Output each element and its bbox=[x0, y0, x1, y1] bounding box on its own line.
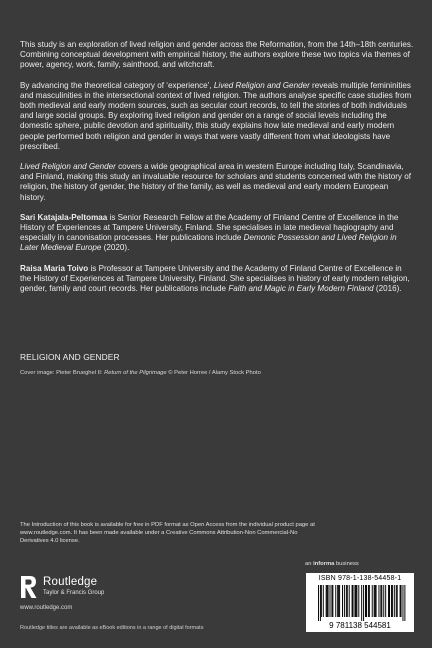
barcode-bar bbox=[344, 585, 345, 617]
theory-text-a: By advancing the theoretical category of ‘experience’, bbox=[20, 80, 214, 90]
barcode-bar bbox=[388, 585, 389, 617]
barcode-bar bbox=[396, 585, 397, 617]
barcode-bars bbox=[306, 573, 414, 632]
barcode-bar bbox=[391, 585, 392, 617]
publisher-website[interactable]: www.routledge.com bbox=[20, 605, 73, 611]
barcode-bar bbox=[376, 585, 377, 617]
author-book-year: (2016). bbox=[373, 284, 402, 294]
barcode-bar bbox=[326, 585, 327, 617]
author-book-year: (2020). bbox=[101, 243, 130, 253]
barcode-bar bbox=[356, 585, 357, 617]
author-bio-text: is Senior Research Fellow at the Academy of Finland Centre of Excellence in the History of Experiences at Tampere University, Finland. She specialises in late medieval hagiography and especially in canonisation processes. Her publications include bbox=[20, 212, 399, 243]
open-access-note: The Introduction of this book is available for free in PDF format as Open Access from the individual product page at www.routledge.com. It has been made available under a Creative Commons Attribution-Non Commercial-No Derivatives 4.0 license. bbox=[20, 522, 315, 545]
barcode-bar bbox=[358, 585, 359, 617]
coverage-paragraph bbox=[20, 162, 414, 203]
barcode bbox=[306, 573, 414, 632]
barcode-bar bbox=[381, 585, 382, 617]
theory-paragraph bbox=[20, 81, 414, 152]
barcode-bar bbox=[342, 585, 343, 617]
informa-prefix: an bbox=[305, 561, 314, 567]
barcode-bar bbox=[352, 585, 353, 617]
barcode-bar bbox=[355, 585, 356, 617]
barcode-bar bbox=[402, 585, 403, 621]
barcode-bar bbox=[394, 585, 395, 617]
publisher-name: Routledge bbox=[43, 576, 98, 588]
barcode-bar bbox=[369, 585, 370, 617]
routledge-logo-icon bbox=[20, 575, 38, 599]
coverage-text: covers a wide geographical area in western Europe including Italy, Scandinavia, and Finland, making this study an invaluable resource for scholars and students concerned with the history of religion, the history of gender, the history of the family, as well as medieval and early modern European history. bbox=[20, 162, 411, 202]
barcode-bar bbox=[338, 585, 339, 617]
barcode-bar bbox=[330, 585, 331, 617]
barcode-bar bbox=[349, 585, 350, 617]
author-bio-1 bbox=[20, 213, 414, 254]
barcode-bar bbox=[363, 585, 364, 621]
blurb bbox=[20, 40, 414, 304]
barcode-bar bbox=[397, 585, 398, 617]
barcode-bar bbox=[375, 585, 376, 617]
credit-text-b: © Peter Horree / Alamy Stock Photo bbox=[166, 370, 261, 376]
barcode-bar bbox=[361, 585, 362, 621]
barcode-bar bbox=[378, 585, 379, 617]
author-book-title: Faith and Magic in Early Modern Finland bbox=[228, 284, 374, 294]
publisher-group: Taylor & Francis Group bbox=[43, 590, 105, 596]
informa-name: informa bbox=[313, 561, 335, 567]
author-name: Sari Katajala-Peltomaa bbox=[20, 212, 108, 222]
book-title-inline: Lived Religion and Gender bbox=[20, 162, 116, 172]
barcode-bar bbox=[320, 585, 321, 621]
barcode-bar bbox=[337, 585, 338, 617]
barcode-bar bbox=[332, 585, 333, 617]
barcode-bar bbox=[318, 585, 319, 621]
barcode-bar bbox=[374, 585, 375, 617]
barcode-bar bbox=[365, 585, 366, 617]
author-bio-2 bbox=[20, 264, 414, 295]
barcode-bar bbox=[346, 585, 347, 617]
barcode-digits: 9 781138 544581 bbox=[329, 621, 391, 630]
barcode-bar bbox=[331, 585, 332, 617]
barcode-bar bbox=[372, 585, 373, 617]
barcode-bar bbox=[335, 585, 336, 617]
informa-business-tag bbox=[305, 561, 359, 567]
barcode-bar bbox=[339, 585, 340, 617]
barcode-bar bbox=[328, 585, 329, 617]
barcode-bar bbox=[400, 585, 401, 617]
subject-category: RELIGION AND GENDER bbox=[20, 352, 120, 362]
intro-paragraph: This study is an exploration of lived religion and gender across the Reformation, from the 14th–18th centuries. Combining conceptual development with empirical history, the authors explore these two topics via themes of power, agency, work, family, sainthood, and witchcraft. bbox=[20, 40, 414, 70]
isbn-number: ISBN 978-1-138-54458-1 bbox=[318, 575, 402, 582]
barcode-bar bbox=[321, 585, 322, 617]
theory-text-b: reveals multiple femininities and masculinities in the intersectional context of lived religion. The authors analyse specific case studies from both medieval and early modern sources, such as secular court records, to tell the stories of both individuals and large social groups. By exploring lived religion and gender on a range of social levels including the domestic sphere, public devotion and spirituality, this study explains how late medieval and early modern people performed both religion and gender in ways that were vastly different from what ideologists have prescribed. bbox=[20, 80, 412, 151]
barcode-bar bbox=[389, 585, 390, 617]
barcode-bar bbox=[392, 585, 393, 617]
cover-image-credit bbox=[20, 370, 414, 376]
author-bio-text: is Professor at Tampere University and the Academy of Finland Centre of Excellence in the History of Experiences at Tampere University, Finland. She specialises in history of early modern religion, gender, family and court records. Her publications include bbox=[20, 263, 410, 294]
author-book-title: Demonic Possession and Lived Religion in Later Medieval Europe bbox=[20, 233, 397, 253]
barcode-bar bbox=[347, 585, 348, 617]
informa-suffix: business bbox=[334, 561, 359, 567]
barcode-bar bbox=[404, 585, 405, 621]
barcode-bar bbox=[401, 585, 402, 617]
credit-text-a: Cover image: Pieter Brueghel II: bbox=[20, 370, 105, 376]
barcode-bar bbox=[327, 585, 328, 617]
barcode-bar bbox=[385, 585, 386, 617]
barcode-bar bbox=[368, 585, 369, 617]
author-name: Raisa Maria Toivo bbox=[20, 263, 89, 273]
publisher-logo bbox=[20, 575, 180, 607]
barcode-bar bbox=[353, 585, 354, 617]
ebook-note: Routledge titles are available as eBook editions in a range of digital formats bbox=[20, 625, 204, 631]
barcode-bar bbox=[354, 585, 355, 617]
painting-title: Return of the Pilgrimage bbox=[104, 370, 167, 376]
barcode-bar bbox=[383, 585, 384, 617]
barcode-bar bbox=[323, 585, 324, 617]
book-title-inline: Lived Religion and Gender bbox=[213, 80, 310, 90]
barcode-bar bbox=[366, 585, 367, 617]
barcode-bar bbox=[380, 585, 381, 617]
